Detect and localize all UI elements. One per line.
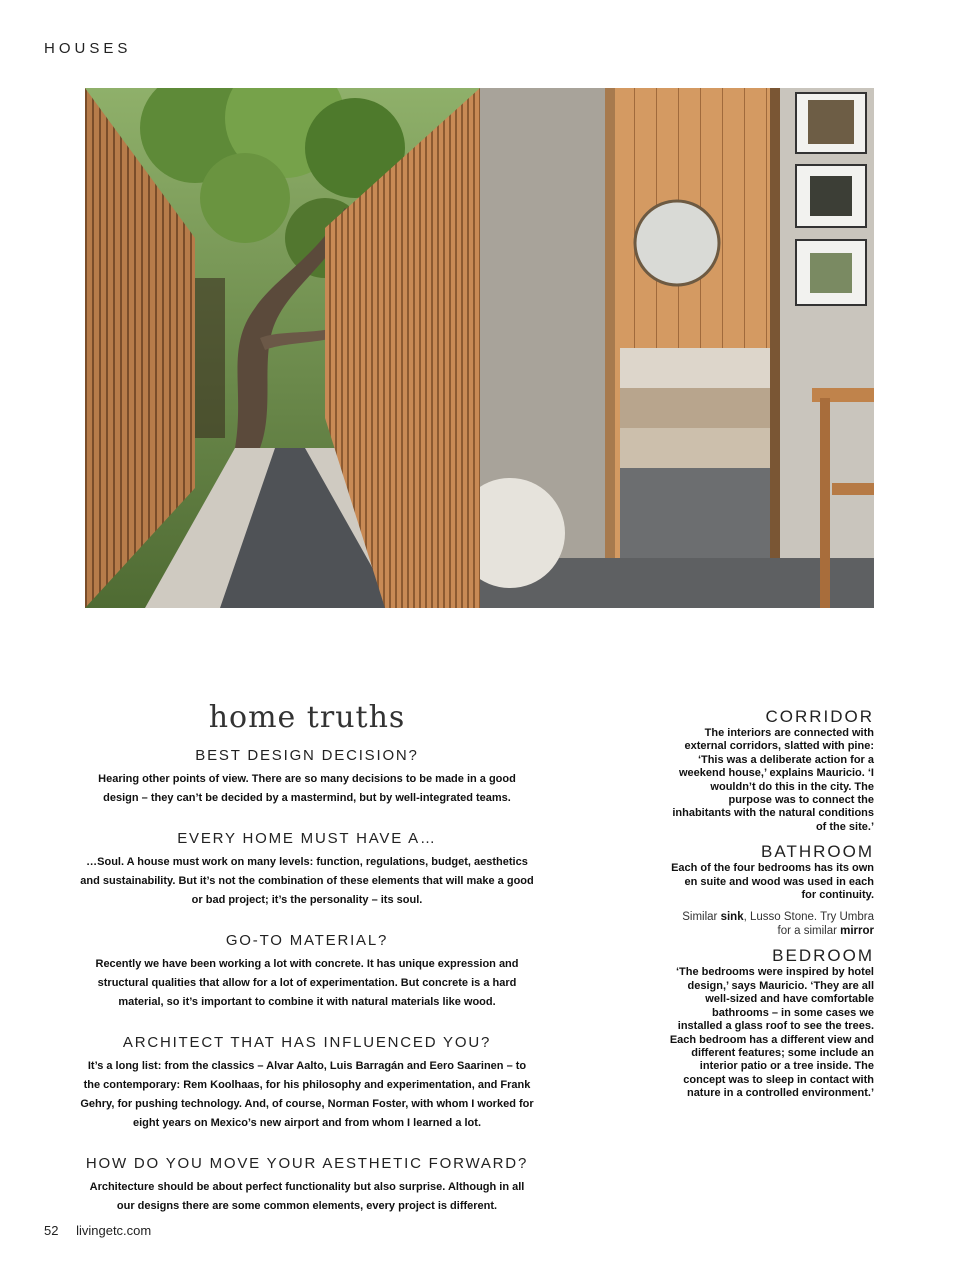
page-footer <box>44 1223 151 1238</box>
qa-answer: Hearing other points of view. There are so many decisions to be made in a good design – they can’t be decided by a mastermind, but by well-integrated teams. <box>98 773 516 804</box>
captions-sidebar <box>668 707 874 1109</box>
qa-item <box>80 932 534 1012</box>
qa-answer: It’s a long list: from the classics – Alvar Aalto, Luis Barragán and Eero Saarinen – to the contemporary: Rem Koolhaas, for his philosophy and experimentation, and Frank Gehry, for pushing technology. And, of course, Norman Foster, with whom I worked for eight years on Mexico’s new airport and from whom I learned a lot. <box>80 1060 534 1129</box>
sink-link[interactable]: sink <box>720 911 744 924</box>
article-title: home truths <box>208 700 406 735</box>
bathroom-text: Each of the four bedrooms has its own en suite and wood was used in each for continuity. <box>671 862 874 902</box>
qa-question: ARCHITECT THAT HAS INFLUENCED YOU? <box>122 1034 492 1051</box>
qa-question: EVERY HOME MUST HAVE A… <box>177 830 437 847</box>
corridor-photo <box>85 88 480 608</box>
corridor-heading: CORRIDOR <box>765 707 874 726</box>
home-truths-column <box>80 700 534 1238</box>
shopping-note: Similar sink, Lusso Stone. Try Umbra for a similar mirror <box>682 911 874 938</box>
qa-item <box>80 1155 534 1216</box>
qa-answer: Recently we have been working a lot with concrete. It has unique expression and structural qualities that allow for a lot of experimentation. But concrete is a hard material, so it’s important to combine it with natural materials like wood. <box>95 958 519 1008</box>
bathroom-caption <box>668 842 874 938</box>
corridor-caption <box>668 707 874 834</box>
bathroom-photo <box>480 88 874 608</box>
mirror-link[interactable]: mirror <box>840 925 874 938</box>
bedroom-heading: BEDROOM <box>772 946 874 966</box>
qa-item <box>80 830 534 910</box>
corridor-text: The interiors are connected with external corridors, slatted with pine: ‘This was a deliberate action for a weekend house,’ explains Mauricio. ‘I wouldn’t do this in the city. The purpose was to connect the inhabitants with the natural conditions of the site.’ <box>672 727 874 833</box>
site-url[interactable]: livingetc.com <box>76 1223 152 1238</box>
bathroom-heading: BATHROOM <box>761 842 874 862</box>
page-number: 52 <box>44 1223 59 1238</box>
bedroom-caption <box>668 946 874 1100</box>
qa-question: BEST DESIGN DECISION? <box>195 747 419 764</box>
qa-question: GO-TO MATERIAL? <box>225 932 389 949</box>
qa-answer: …Soul. A house must work on many levels: function, regulations, budget, aesthetics and sustainability. But it’s not the combination of these elements that will make a good or bad project; it’s the personality – its soul. <box>80 856 534 906</box>
qa-question: HOW DO YOU MOVE YOUR AESTHETIC FORWARD? <box>85 1155 529 1172</box>
qa-item <box>80 1034 534 1133</box>
qa-item <box>80 747 534 808</box>
qa-answer: Architecture should be about perfect functionality but also surprise. Although in all our designs there are some common elements, every project is different. <box>89 1181 525 1212</box>
section-label: HOUSES <box>44 40 132 57</box>
bedroom-text: ‘The bedrooms were inspired by hotel design,’ says Mauricio. ‘They are all well-sized and have comfortable bathrooms – in some cases we installed a glass roof to see the trees. Each bedroom has a different view and different features; some include an interior patio or a tree inside. The concept was to sleep in contact with nature in a controlled environment.’ <box>669 966 874 1100</box>
